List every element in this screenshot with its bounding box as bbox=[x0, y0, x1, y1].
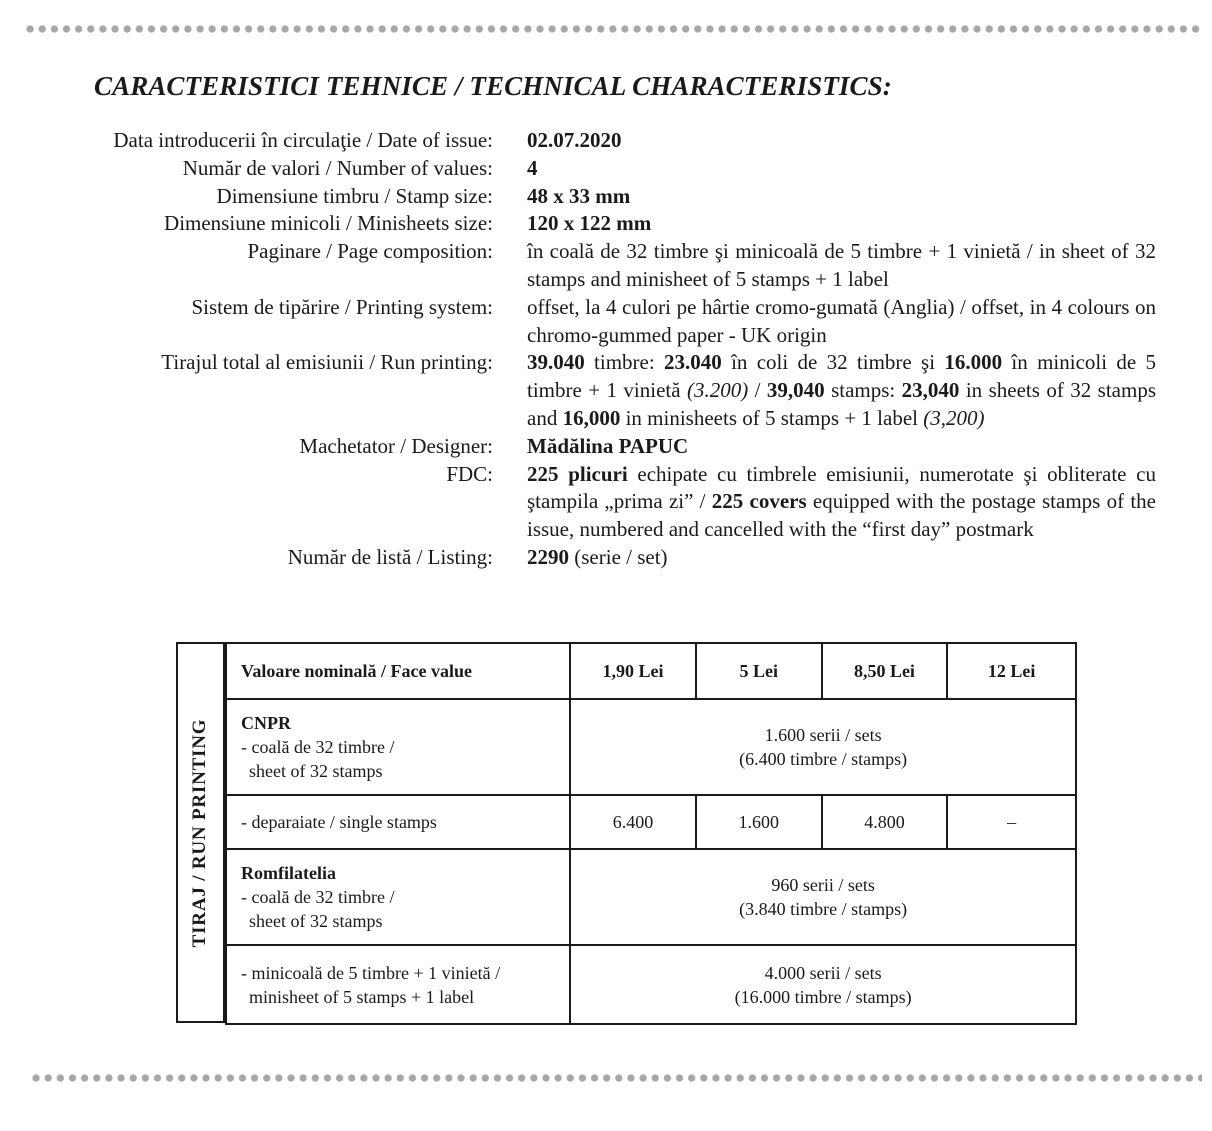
table-row-cnpr-single bbox=[226, 795, 1076, 849]
run-sheets-en: 23,040 bbox=[901, 378, 960, 403]
run-total-ro: 39.040 bbox=[527, 350, 585, 375]
run-text: in minisheets of 5 stamps + 1 label bbox=[620, 405, 924, 430]
merged-value-cell bbox=[570, 945, 1076, 1024]
merged-value-cell bbox=[570, 699, 1076, 795]
spec-fdc bbox=[60, 461, 1160, 544]
run-minisheets-ro: 16.000 bbox=[944, 350, 1003, 375]
spec-designer bbox=[60, 433, 1160, 461]
spec-value: offset, la 4 culori pe hârtie cromo-gumată (Anglia) / offset, in 4 colours on chromo-gummed paper - UK origin bbox=[527, 294, 1156, 347]
fdc-count-en: 225 covers bbox=[711, 489, 807, 514]
run-printing-table bbox=[225, 642, 1077, 1025]
value-cell: 1.600 bbox=[696, 795, 822, 849]
row-label-line: - minicoală de 5 timbre + 1 vinietă / bbox=[241, 962, 501, 983]
sets-count: 4.000 serii / sets bbox=[764, 962, 882, 983]
spec-value: 4 bbox=[527, 155, 538, 180]
spec-page-composition bbox=[60, 238, 1160, 294]
row-label-line: sheet of 32 stamps bbox=[249, 911, 383, 931]
page-title: CARACTERISTICI TEHNICE / TECHNICAL CHARACTERISTICS: bbox=[94, 71, 892, 101]
spec-listing bbox=[60, 544, 1160, 572]
row-group-name: CNPR bbox=[241, 713, 291, 733]
spec-label: FDC: bbox=[446, 461, 493, 486]
technical-specs bbox=[60, 127, 1160, 572]
listing-text: (serie / set) bbox=[569, 544, 668, 569]
spec-value: 02.07.2020 bbox=[527, 128, 622, 152]
header-value-5: 5 Lei bbox=[696, 643, 822, 699]
spec-number-of-values bbox=[60, 155, 1160, 183]
spec-date-of-issue bbox=[60, 127, 1160, 155]
header-value-1-90: 1,90 Lei bbox=[570, 643, 696, 699]
table-row-romfilatelia-minisheets bbox=[226, 945, 1076, 1024]
run-minisheet-count-en: (3,200) bbox=[923, 405, 985, 430]
spec-value: în coală de 32 timbre şi minicoală de 5 timbre + 1 vinietă / in sheet of 32 stamps and minisheet of 5 stamps + 1 label bbox=[527, 239, 1156, 291]
run-minisheets-en: 16,000 bbox=[562, 405, 621, 430]
top-dotted-divider bbox=[24, 24, 1200, 34]
spec-label: Tirajul total al emisiunii / Run printing: bbox=[161, 350, 493, 375]
spec-label: Machetator / Designer: bbox=[299, 433, 493, 458]
header-face-value: Valoare nominală / Face value bbox=[226, 643, 570, 699]
spec-label: Data introducerii în circulaţie / Date of issue: bbox=[113, 128, 493, 152]
spec-minisheet-size bbox=[60, 210, 1160, 238]
spec-value bbox=[527, 349, 1156, 432]
spec-value bbox=[527, 544, 1156, 572]
spec-label: Număr de valori / Number of values: bbox=[182, 155, 493, 180]
run-text: în coli de 32 timbre şi bbox=[721, 350, 945, 375]
stamps-count: (3.840 timbre / stamps) bbox=[739, 899, 908, 919]
run-total-en: 39,040 bbox=[766, 378, 825, 403]
spec-label: Sistem de tipărire / Printing system: bbox=[191, 294, 493, 319]
header-value-8-50: 8,50 Lei bbox=[822, 643, 948, 699]
spec-value: 48 x 33 mm bbox=[527, 183, 631, 208]
table-header-row bbox=[226, 643, 1076, 699]
row-label-line: minisheet of 5 stamps + 1 label bbox=[249, 986, 475, 1007]
spec-run-printing bbox=[60, 349, 1160, 432]
table-row-cnpr-sheets bbox=[226, 699, 1076, 795]
run-sheets-ro: 23.040 bbox=[664, 350, 722, 375]
spec-value: 120 x 122 mm bbox=[527, 211, 652, 236]
spec-label: Număr de listă / Listing: bbox=[287, 544, 493, 569]
merged-value-cell bbox=[570, 849, 1076, 945]
run-text: in sheets of 32 stamps and bbox=[527, 378, 1156, 430]
sets-count: 960 serii / sets bbox=[771, 875, 875, 895]
run-printing-side-label: TIRAJ / RUN PRINTING bbox=[189, 718, 210, 948]
row-label bbox=[226, 699, 570, 795]
row-group-name: Romfilatelia bbox=[241, 863, 336, 883]
header-value-12: 12 Lei bbox=[947, 643, 1076, 699]
row-label bbox=[226, 945, 570, 1024]
sets-count: 1.600 serii / sets bbox=[764, 725, 882, 745]
spec-label: Paginare / Page composition: bbox=[247, 239, 493, 264]
bottom-dotted-divider bbox=[30, 1073, 1202, 1083]
row-label-line: - coală de 32 timbre / bbox=[241, 737, 395, 757]
listing-number: 2290 bbox=[527, 544, 569, 569]
spec-value bbox=[527, 461, 1156, 544]
stamps-count: (6.400 timbre / stamps) bbox=[739, 749, 908, 769]
row-label-line: - coală de 32 timbre / bbox=[241, 887, 395, 907]
run-text: stamps: bbox=[824, 378, 902, 403]
spec-label: Dimensiune timbru / Stamp size: bbox=[216, 183, 493, 208]
table-row-romfilatelia-sheets bbox=[226, 849, 1076, 945]
spec-value: Mădălina PAPUC bbox=[527, 433, 689, 458]
fdc-text: equipped with the postage stamps of the issue, numbered and cancelled with the “first day” postmark bbox=[527, 489, 1156, 542]
value-cell: 4.800 bbox=[822, 795, 948, 849]
run-text: timbre: bbox=[584, 350, 665, 375]
row-label: - deparaiate / single stamps bbox=[226, 795, 570, 849]
fdc-count-ro: 225 plicuri bbox=[527, 461, 628, 486]
spec-stamp-size bbox=[60, 183, 1160, 211]
run-minisheet-count-ro: (3.200) bbox=[686, 378, 749, 403]
value-cell: 6.400 bbox=[570, 795, 696, 849]
run-text: / bbox=[748, 378, 767, 403]
stamps-count: (16.000 timbre / stamps) bbox=[734, 986, 912, 1007]
spec-label: Dimensiune minicoli / Minisheets size: bbox=[164, 211, 493, 236]
run-text: în minicoli de 5 timbre + 1 vinietă bbox=[527, 350, 1156, 403]
spec-printing-system bbox=[60, 294, 1160, 350]
value-cell: – bbox=[947, 795, 1076, 849]
fdc-text: echipate cu timbrele emisiunii, numerotate şi obliterate cu ştampila „prima zi” / bbox=[527, 461, 1156, 514]
row-label-line: sheet of 32 stamps bbox=[249, 761, 383, 781]
row-label bbox=[226, 849, 570, 945]
